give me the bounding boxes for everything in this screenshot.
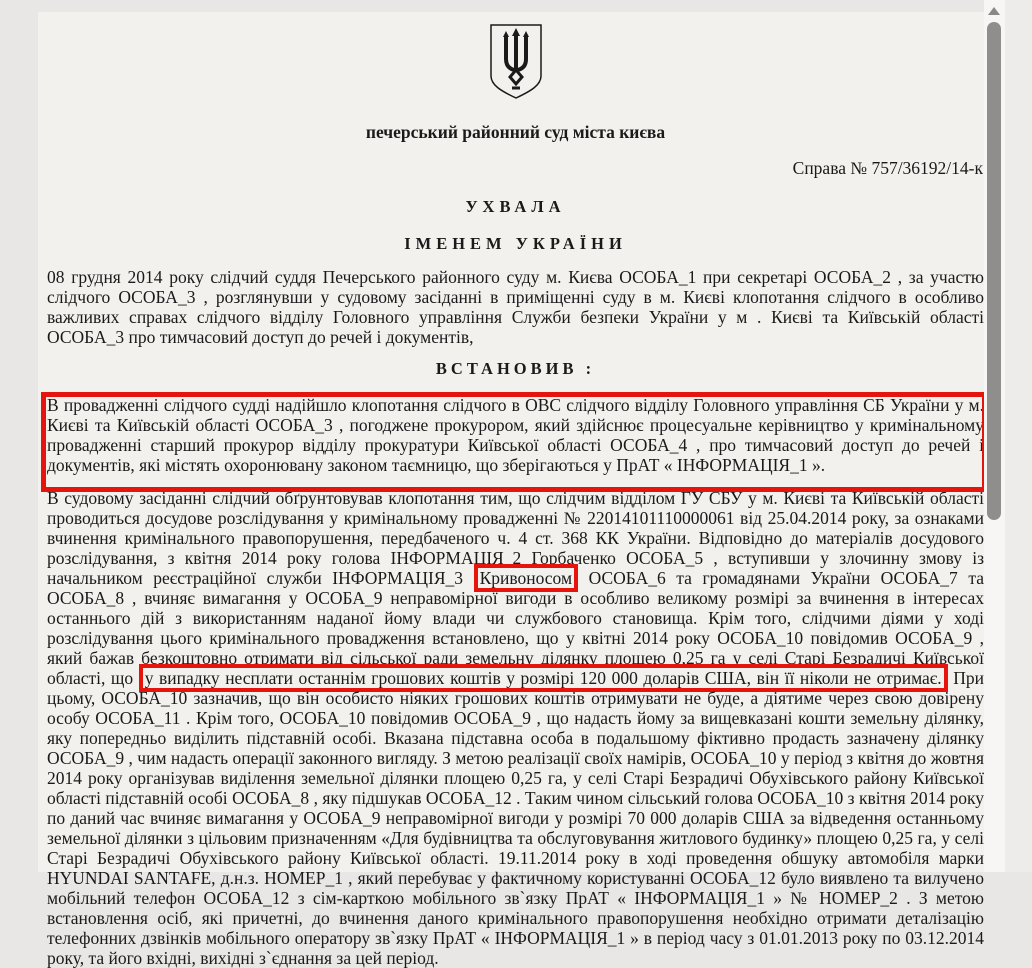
document-subtitle: ІМЕНЕМ УКРАЇНИ (404, 234, 627, 253)
intro-paragraph: 08 грудня 2014 року слідчий суддя Печерського районного суду м. Києва ОСОБА_1 при секретарі ОСОБА_2 , за участю слідчого ОСОБА_3 , розглянувши у судовому засіданні в приміщенні суду в м. Києві клопотання слідчого в особливо важливих справах слідчого відділу Головного управління Служби безпеки України у м . Києві та Київській області ОСОБА_3 про тимчасовий доступ до речей і документів, (47, 267, 984, 347)
section-heading: ВСТАНОВИВ : (435, 359, 596, 378)
window-right-gutter (1005, 0, 1032, 872)
scroll-up-arrow-icon[interactable] (988, 7, 1000, 15)
case-number: Справа № 757/36192/14-к (792, 158, 983, 178)
document-page (38, 12, 984, 968)
scrollbar[interactable] (984, 0, 1005, 872)
text-segment: ОСОБА_6 та громадянами України ОСОБА_7 та ОСОБА_8 , вчиняє вимагання у ОСОБА_9 неправомірної вигоди в особливо великому розмірі за вчинення в інтересах останнього дій з використанням наданої йому влади чи службового становища. Крім того, слідчими діями у ході розслідування цього кримінального провадження встановлено, що у квітні 2014 року ОСОБА_10 повідомив ОСОБА_9 , який бажав безкоштовно отримати від сільської ради земельну ділянку площею 0,25 га у селі Старі Безрадичі Київської області, що (47, 568, 984, 688)
request-paragraph: В провадженні слідчого судді надійшло клопотання слідчого в ОВС слідчого відділу Головного управління СБ України у м. Києві та Київській області ОСОБА_3 , погоджене прокурором, який здійснює процесуальне керівництво у кримінальному провадженні старший прокурор відділу прокуратури Київської області ОСОБА_4 , про тимчасовий доступ до речей і документів, які містять охоронювану законом таємницю, що зберігаються у ПрАТ « ІНФОРМАЦІЯ_1 ». (47, 395, 984, 475)
court-name: печерський районний суд міста києва (365, 122, 666, 142)
document-content (38, 12, 984, 968)
ukraine-coat-of-arms (47, 22, 984, 107)
request-paragraph-wrap (47, 395, 984, 475)
trident-emblem-icon (486, 22, 546, 102)
facts-paragraph (47, 488, 984, 968)
document-title: УХВАЛА (465, 197, 566, 216)
text-segment: При цьому, ОСОБА_10 зазначив, що він особисто ніяких грошових коштів отримувати не буде, а діятиме через свою довірену особу ОСОБА_11 . Крім того, ОСОБА_10 повідомив ОСОБА_9 , що надасть йому за вищевказані кошти земельну ділянку, яку попередньо виділить підставній особі. Вказана підставна особа в подальшому фіктивно продасть зазначену ділянку ОСОБА_9 , чим надасть операції законного вигляду. З метою реалізації своїх намірів, ОСОБА_10 у період з квітня до жовтня 2014 року організував виділення земельної ділянки площею 0,25 га, у селі Старі Безрадичі Обухівського району Київської області підставній особі ОСОБА_8 , яку підшукав ОСОБА_12 . Таким чином сільський голова ОСОБА_10 з квітня 2014 року по даний час вчиняє вимагання у ОСОБА_9 неправомірної вигоди у розмірі 70 000 доларів США за відведення останньому земельної ділянки з цільовим призначенням «Для будівництва та обслуговування житлового будинку» площею 0,25 га, у селі Старі Безрадичі Обухівського району Київської області. 19.11.2014 року в ході проведення обшуку автомобіля марки HYUNDAI SANTAFE, д.н.з. НОМЕР_1 , який перебуває у фактичному користуванні ОСОБА_12 було виявлено та вилучено мобільний телефон ОСОБА_12 з сім-карткою мобільного зв`язку ПрАТ « ІНФОРМАЦІЯ_1 » № НОМЕР_2 . З метою встановлення осіб, які причетні, до вчинення даного кримінального правопорушення необхідно отримати деталізацію телефонних дзвінків мобільного оператору зв`язку ПрАТ « ІНФОРМАЦІЯ_1 » в період часу з 01.01.2013 року по 03.12.2014 року, та його вхідні, вихідні з`єднання за цей період. (47, 668, 984, 968)
scrollbar-thumb[interactable] (987, 22, 1001, 520)
text-segment: В судовому засіданні слідчий обґрунтовував клопотання тим, що слідчим відділом ГУ СБУ у м. Києві та Київській області проводиться досудове розслідування у кримінальному провадженні № 22014101110000061 від 25.04.2014 року, за ознаками вчинення кримінального правопорушення, передбаченого ч. 4 ст. 368 КК України. Відповідно до матеріалів досудового розслідування, з квітня 2014 року голова ІНФОРМАЦІЯ_2 Горбаченко ОСОБА_5 , вступивши у злочинну змову із начальником реєстраційної служби ІНФОРМАЦІЯ_3 (47, 488, 984, 588)
red-annotation-box-inline: у випадку несплати останнім грошових коштів у розмірі 120 000 доларів США, він її ніколи не отримає. (139, 664, 948, 692)
red-annotation-box-inline: Кривоносом (474, 564, 579, 592)
